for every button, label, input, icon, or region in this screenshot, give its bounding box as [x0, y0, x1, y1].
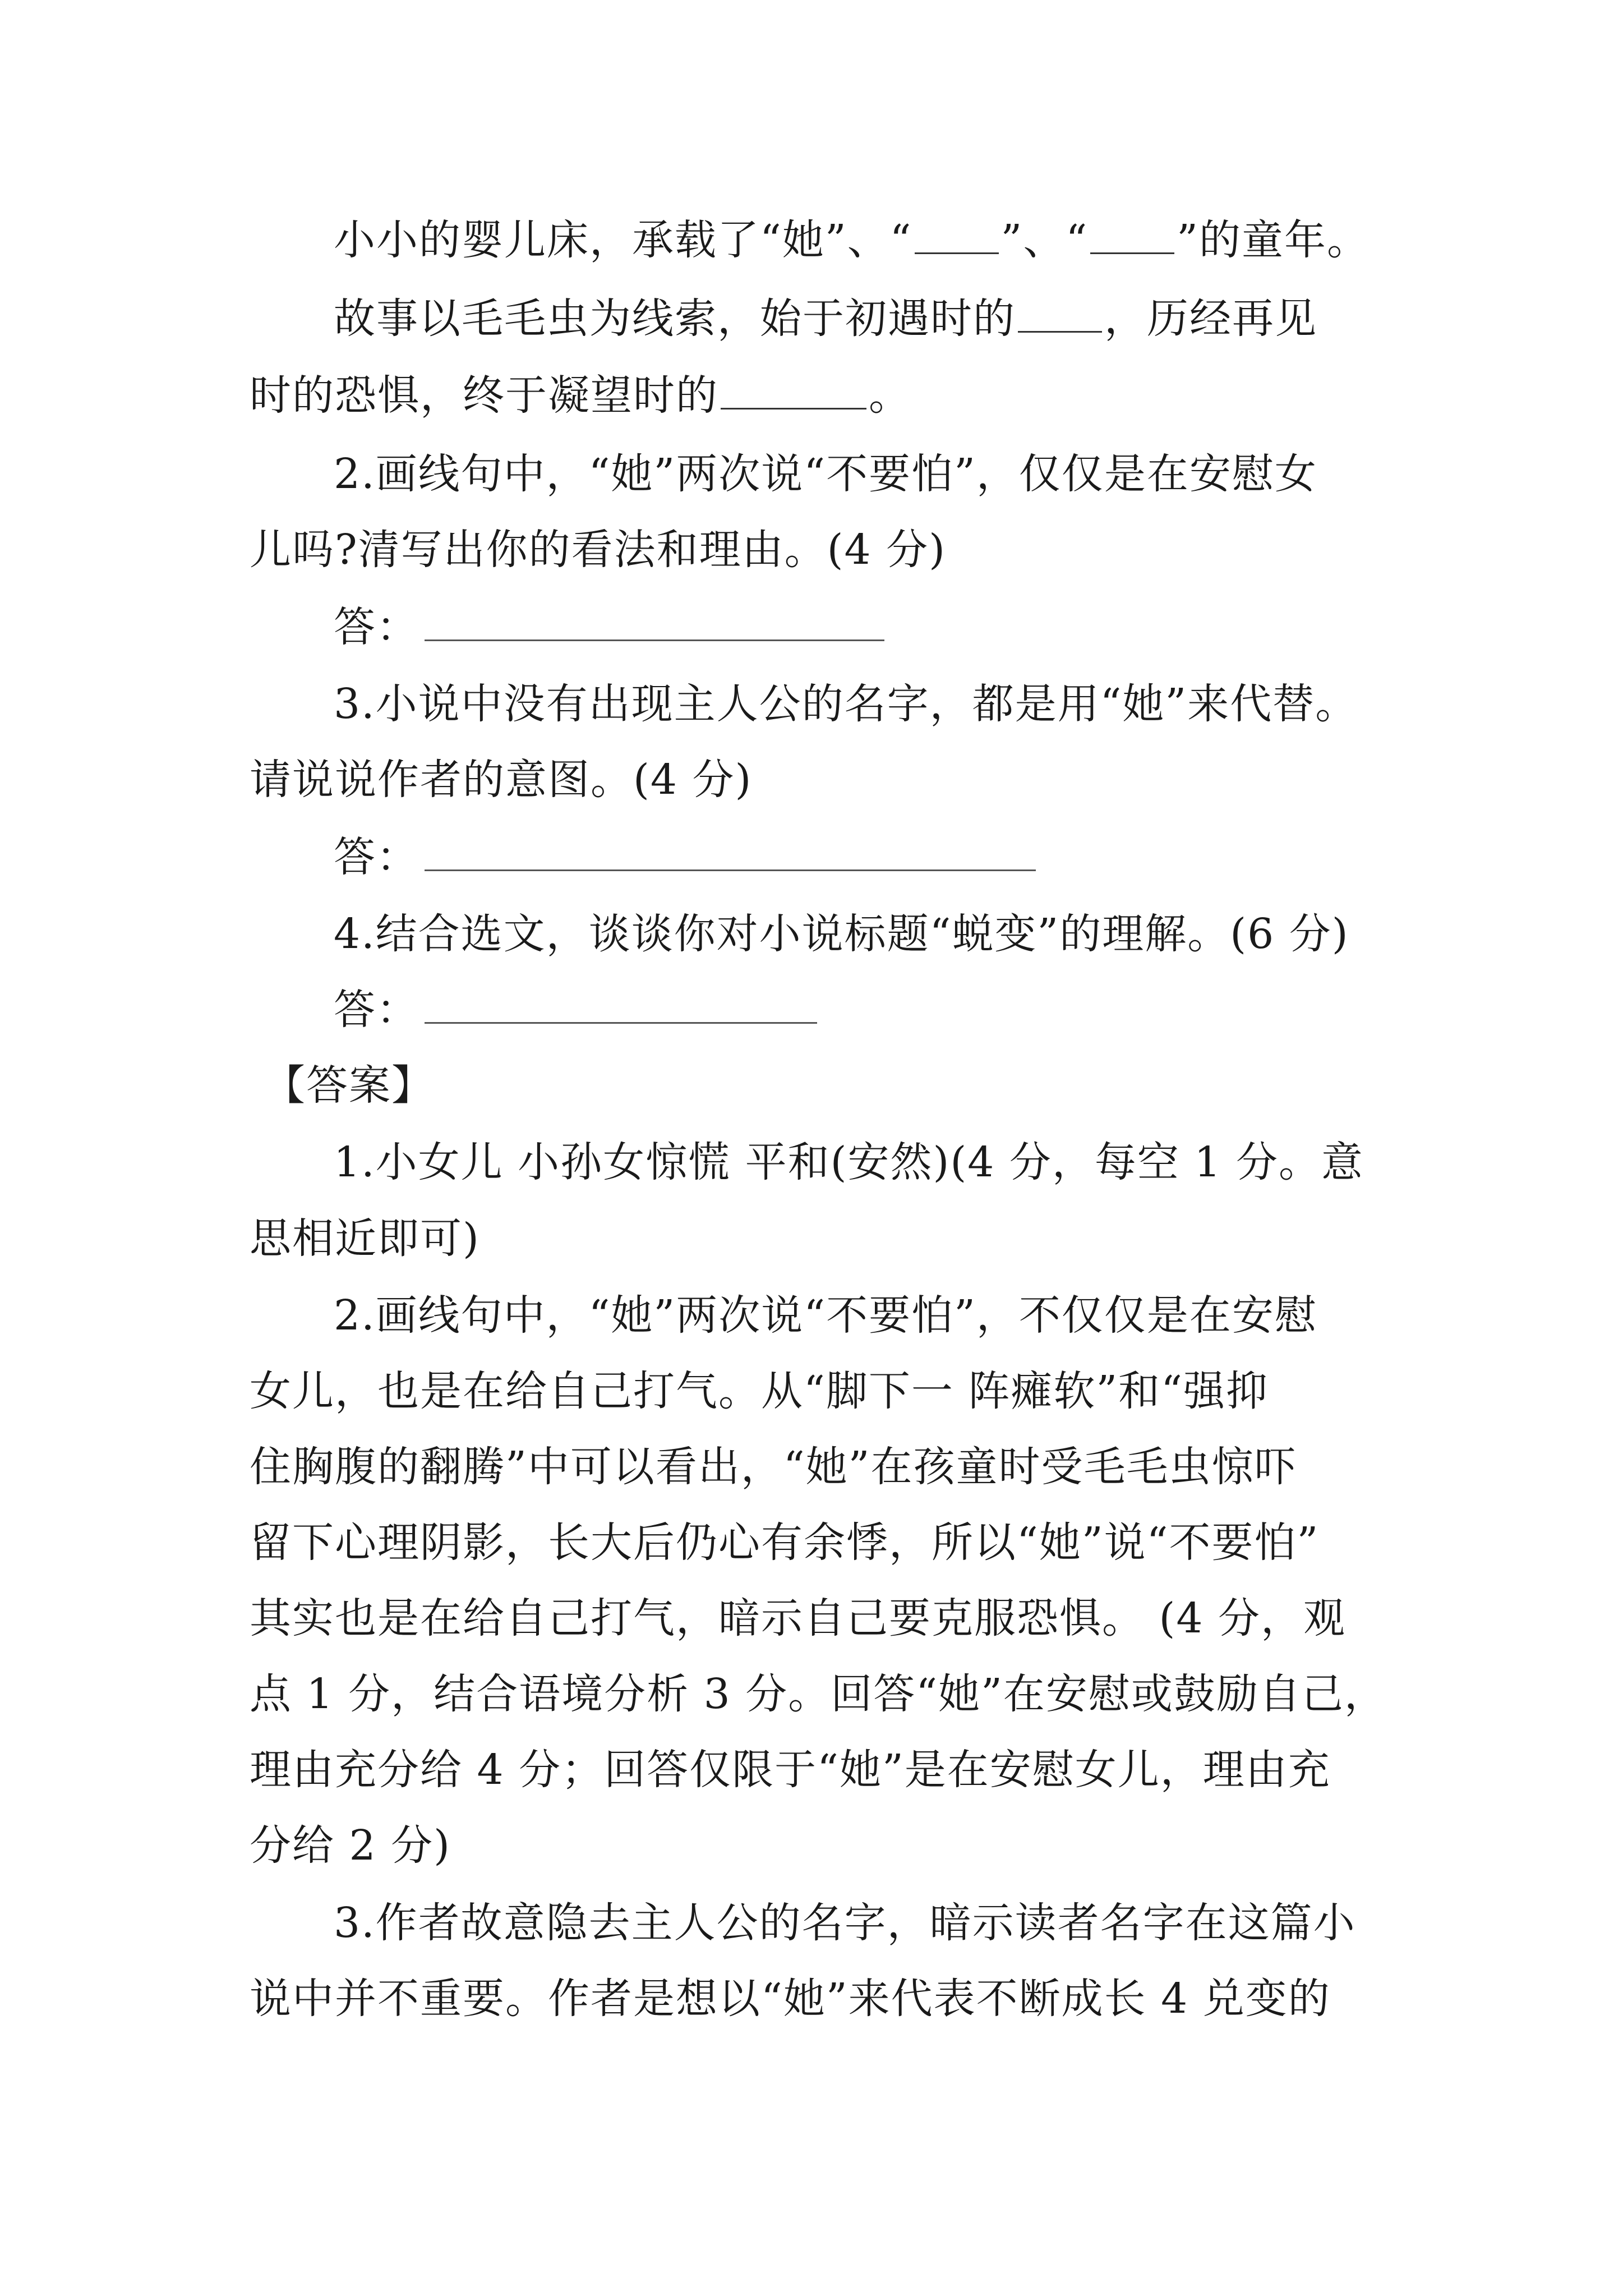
answer-label: 答：	[334, 603, 419, 651]
answer-line-q3	[334, 829, 1399, 885]
fill-blank[interactable]	[1018, 297, 1102, 333]
answer-label: 答：	[334, 833, 419, 881]
answer-2-line-8: 分给 2 分)	[250, 1821, 451, 1870]
answer-2-line-5: 其实也是在给自己打气，暗示自己要克服恐惧。 (4 分，观	[250, 1594, 1346, 1642]
blank-fill-line-1	[334, 212, 1399, 268]
blank-fill-line-3	[250, 367, 1394, 424]
text-segment: ”的童年。	[1177, 216, 1370, 264]
question-3-line-2: 请说说作者的意图。(4 分)	[250, 756, 753, 804]
text-segment: 时的恐惧，终于凝望时的	[250, 371, 718, 420]
text-segment: ”、“	[1000, 216, 1089, 264]
question-3-line-1: 3.小说中没有出现主人公的名字，都是用“她”来代替。	[334, 680, 1358, 728]
answer-2-line-1: 2.画线句中，“她”两次说“不要怕”，不仅仅是在安慰	[334, 1291, 1317, 1340]
answer-1-line-2: 思相近即可)	[250, 1214, 480, 1263]
fill-blank[interactable]	[915, 219, 999, 254]
question-4-line: 4.结合选文，谈谈你对小说标题“蜕变”的理解。(6 分)	[334, 910, 1349, 958]
answer-2-line-3: 住胸腹的翻腾”中可以看出，“她”在孩童时受毛毛虫惊吓	[250, 1443, 1297, 1491]
answer-2-line-4: 留下心理阴影，长大后仍心有余悸，所以“她”说“不要怕”	[250, 1519, 1320, 1567]
fill-blank[interactable]	[721, 374, 866, 409]
answer-field[interactable]	[425, 835, 1036, 871]
answer-line-q2	[334, 599, 1399, 655]
answer-label: 答：	[334, 986, 419, 1034]
answer-1-line-1: 1.小女儿 小孙女惊慌 平和(安然)(4 分，每空 1 分。意	[334, 1138, 1364, 1186]
answer-2-line-7: 理由充分给 4 分；回答仅限于“她”是在安慰女儿，理由充	[250, 1746, 1331, 1794]
fill-blank[interactable]	[1090, 219, 1174, 254]
answer-line-q4	[334, 982, 1399, 1038]
answer-3-line-1: 3.作者故意隐去主人公的名字，暗示读者名字在这篇小	[334, 1899, 1356, 1947]
answer-3-line-2: 说中并不重要。作者是想以“她”来代表不断成长 4 兑变的	[250, 1975, 1331, 2023]
text-segment: 。	[869, 371, 911, 420]
answer-field[interactable]	[425, 987, 817, 1024]
text-segment: ，历经再见	[1104, 295, 1317, 343]
answer-2-line-6: 点 1 分，结合语境分析 3 分。回答“她”在安慰或鼓励自己，	[250, 1670, 1387, 1718]
answer-2-line-2: 女儿，也是在给自己打气。从“脚下一 阵瘫软”和“强抑	[250, 1367, 1269, 1415]
answer-section-header: 【答案】	[264, 1061, 434, 1110]
answer-field[interactable]	[425, 605, 884, 641]
blank-fill-line-2	[334, 291, 1399, 347]
text-segment: 小小的婴儿床，承载了“她”、“	[334, 216, 912, 264]
text-segment: 故事以毛毛虫为线索，始于初遇时的	[334, 295, 1016, 343]
question-2-line-1: 2.画线句中，“她”两次说“不要怕”，仅仅是在安慰女	[334, 450, 1317, 498]
question-2-line-2: 儿吗?清写出你的看法和理由。(4 分)	[250, 526, 947, 574]
